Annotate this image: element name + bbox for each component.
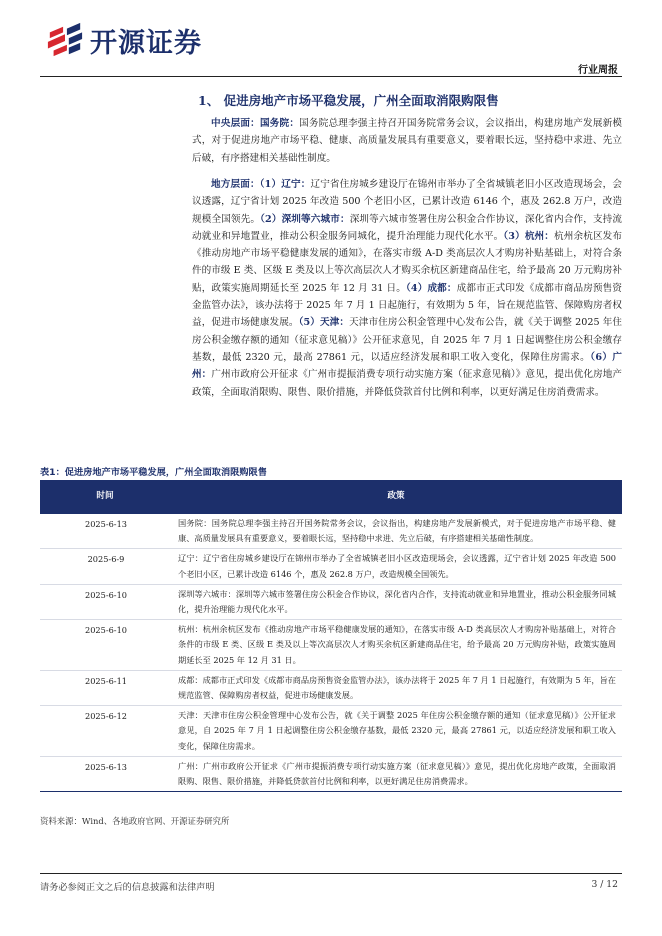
- segment-label: （1）辽宁：: [259, 179, 311, 190]
- paragraph-central: [192, 115, 622, 167]
- row-date: 2025-6-11: [40, 670, 170, 705]
- brand-name: 开源证券: [90, 27, 202, 59]
- row-policy: 国务院：国务院总理李强主持召开国务院常务会议，会议指出，构建房地产发展新模式，对于促进房地产市场平稳、健康、高质量发展具有重要意义，要着眼长远，坚持稳中求进、先立后破，有序搭建相关基础性制度。: [170, 514, 622, 549]
- segment-text: 天津市住房公积金管理中心发布公告，就《关于调整 2025 年住房公积金缴存额的通知（征求意见稿）》公开征求意见，自 2025 年 7 月 1 日起调整住房公积金缴存基数，最低 2320 元，最高 27861 元，以适应经济发展和职工收入变化，保障住房需求。: [192, 317, 622, 363]
- kaiyuan-logo-icon: [46, 21, 84, 59]
- table-row: [40, 514, 622, 549]
- row-policy: 辽宁：辽宁省住房城乡建设厅在锦州市举办了全省城镇老旧小区改造现场会，会议透露，辽宁省计划 2025 年改造 500 个老旧小区，已累计改造 6146 个，惠及 262.8 万户，改造规模全国领先。: [170, 549, 622, 584]
- segment-text: 杭州余杭区发布《推动房地产市场平稳健康发展的通知》，在落实市级 A-D 类高层次人才购房补贴基础上，对符合条件的市级 E 类、区级 E 类及以上等次高层次人才购买余杭区新建商品住宅，给予最高 20 万元购房补贴，政策实施周期延长至 2025 年 12 月 31 日。: [192, 230, 623, 294]
- segment-text: 国务院总理李强主持召开国务院常务会议，会议指出，构建房地产发展新模式，对于促进房地产市场平稳、健康、高质量发展具有重要意义，要着眼长远，坚持稳中求进、先立后破，有序搭建相关基础性制度。: [192, 118, 623, 164]
- section-title: 促进房地产市场平稳发展，广州全面取消限购限售: [223, 93, 499, 108]
- segment-label: （2）深圳等六城市：: [260, 213, 350, 225]
- segment-label: （3）杭州：: [503, 230, 555, 242]
- segment-text: 广州市政府公开征求《广州市提振消费专项行动实施方案（征求意见稿）》意见，提出优化房地产政策，全面取消限购、限售、限价措施，并降低贷款首付比例和利率，以更好满足住房消费需求。: [192, 369, 622, 398]
- paragraph-lead: 中央层面：: [211, 118, 260, 129]
- row-date: 2025-6-13: [40, 514, 170, 549]
- table-row: [40, 584, 622, 619]
- brand-logo: [46, 20, 202, 60]
- row-policy: 广州：广州市政府公开征求《广州市提振消费专项行动实施方案（征求意见稿）》意见，提出优化房地产政策，全面取消限购、限售、限价措施，并降低贷款首付比例和利率，以更好满足住房消费需求。: [170, 756, 622, 791]
- column-header-date: 时间: [40, 480, 170, 514]
- row-date: 2025-6-10: [40, 620, 170, 671]
- table-row: [40, 549, 622, 584]
- paragraph-local: [192, 176, 622, 401]
- table-row: [40, 706, 622, 757]
- row-date: 2025-6-9: [40, 549, 170, 584]
- policy-table: [40, 480, 622, 792]
- segment-label: 国务院：: [259, 118, 300, 129]
- table-caption: 表1：促进房地产市场平稳发展，广州全面取消限购限售: [40, 467, 267, 478]
- report-type-label: 行业周报: [578, 65, 618, 76]
- segment-label: （5）天津：: [298, 317, 350, 329]
- row-policy: 成都：成都市正式印发《成都市商品房预售资金监管办法》，该办法将于 2025 年 7 月 1 日起施行，有效期为 5 年，旨在规范监管、保障购房者权益，促进市场健康发展。: [170, 670, 622, 705]
- row-policy: 天津：天津市住房公积金管理中心发布公告，就《关于调整 2025 年住房公积金缴存额的通知（征求意见稿）》公开征求意见，自 2025 年 7 月 1 日起调整住房公积金缴存基数，最低 2320 元，最高 27861 元，以适应经济发展和职工收入变化，保障住房需求。: [170, 706, 622, 757]
- row-date: 2025-6-13: [40, 756, 170, 791]
- segment-label: （4）成都：: [405, 282, 457, 294]
- header-divider: [40, 76, 622, 77]
- page-number: 3 / 12: [591, 879, 618, 890]
- segment-text: 辽宁省住房城乡建设厅在锦州市举办了全省城镇老旧小区改造现场会，会议透露，辽宁省计划 2025 年改造 500 个老旧小区，已累计改造 6146 个，惠及 262.8 万户，改造规模全国领先。: [192, 179, 623, 225]
- segment-label: （6）广州：: [192, 351, 622, 381]
- table-row: [40, 756, 622, 791]
- row-policy: 深圳等六城市：深圳等六城市签署住房公积金合作协议，深化省内合作，支持流动就业和异地置业，推动公积金服务同城化，提升治理能力现代化水平。: [170, 584, 622, 619]
- segment-text: 成都市正式印发《成都市商品房预售资金监管办法》，该办法将于 2025 年 7 月 1 日起施行，有效期为 5 年，旨在规范监管、保障购房者权益，促进市场健康发展。: [192, 282, 622, 329]
- table-row: [40, 620, 622, 671]
- segment-text: 深圳等六城市签署住房公积金合作协议，深化省内合作，支持流动就业和异地置业，推动公积金服务同城化，提升治理能力现代化水平。: [192, 213, 622, 242]
- table-header-row: [40, 480, 622, 514]
- column-header-policy: 政策: [170, 480, 622, 514]
- section-number: 1、: [198, 93, 220, 108]
- row-date: 2025-6-12: [40, 706, 170, 757]
- table-row: [40, 670, 622, 705]
- section-heading: [198, 91, 499, 109]
- paragraph-lead: 地方层面：: [211, 179, 260, 190]
- table-source: 资料来源：Wind、各地政府官网、开源证券研究所: [40, 816, 230, 826]
- row-date: 2025-6-10: [40, 584, 170, 619]
- row-policy: 杭州：杭州余杭区发布《推动房地产市场平稳健康发展的通知》，在落实市级 A-D 类高层次人才购房补贴基础上，对符合条件的市级 E 类、区级 E 类及以上等次高层次人才购买余杭区新建商品住宅，给予最高 20 万元购房补贴，政策实施周期延长至 2025 年 12 月 31 日。: [170, 620, 622, 671]
- footer-divider: [40, 873, 622, 874]
- footer-disclaimer: 请务必参阅正文之后的信息披露和法律声明: [40, 882, 215, 893]
